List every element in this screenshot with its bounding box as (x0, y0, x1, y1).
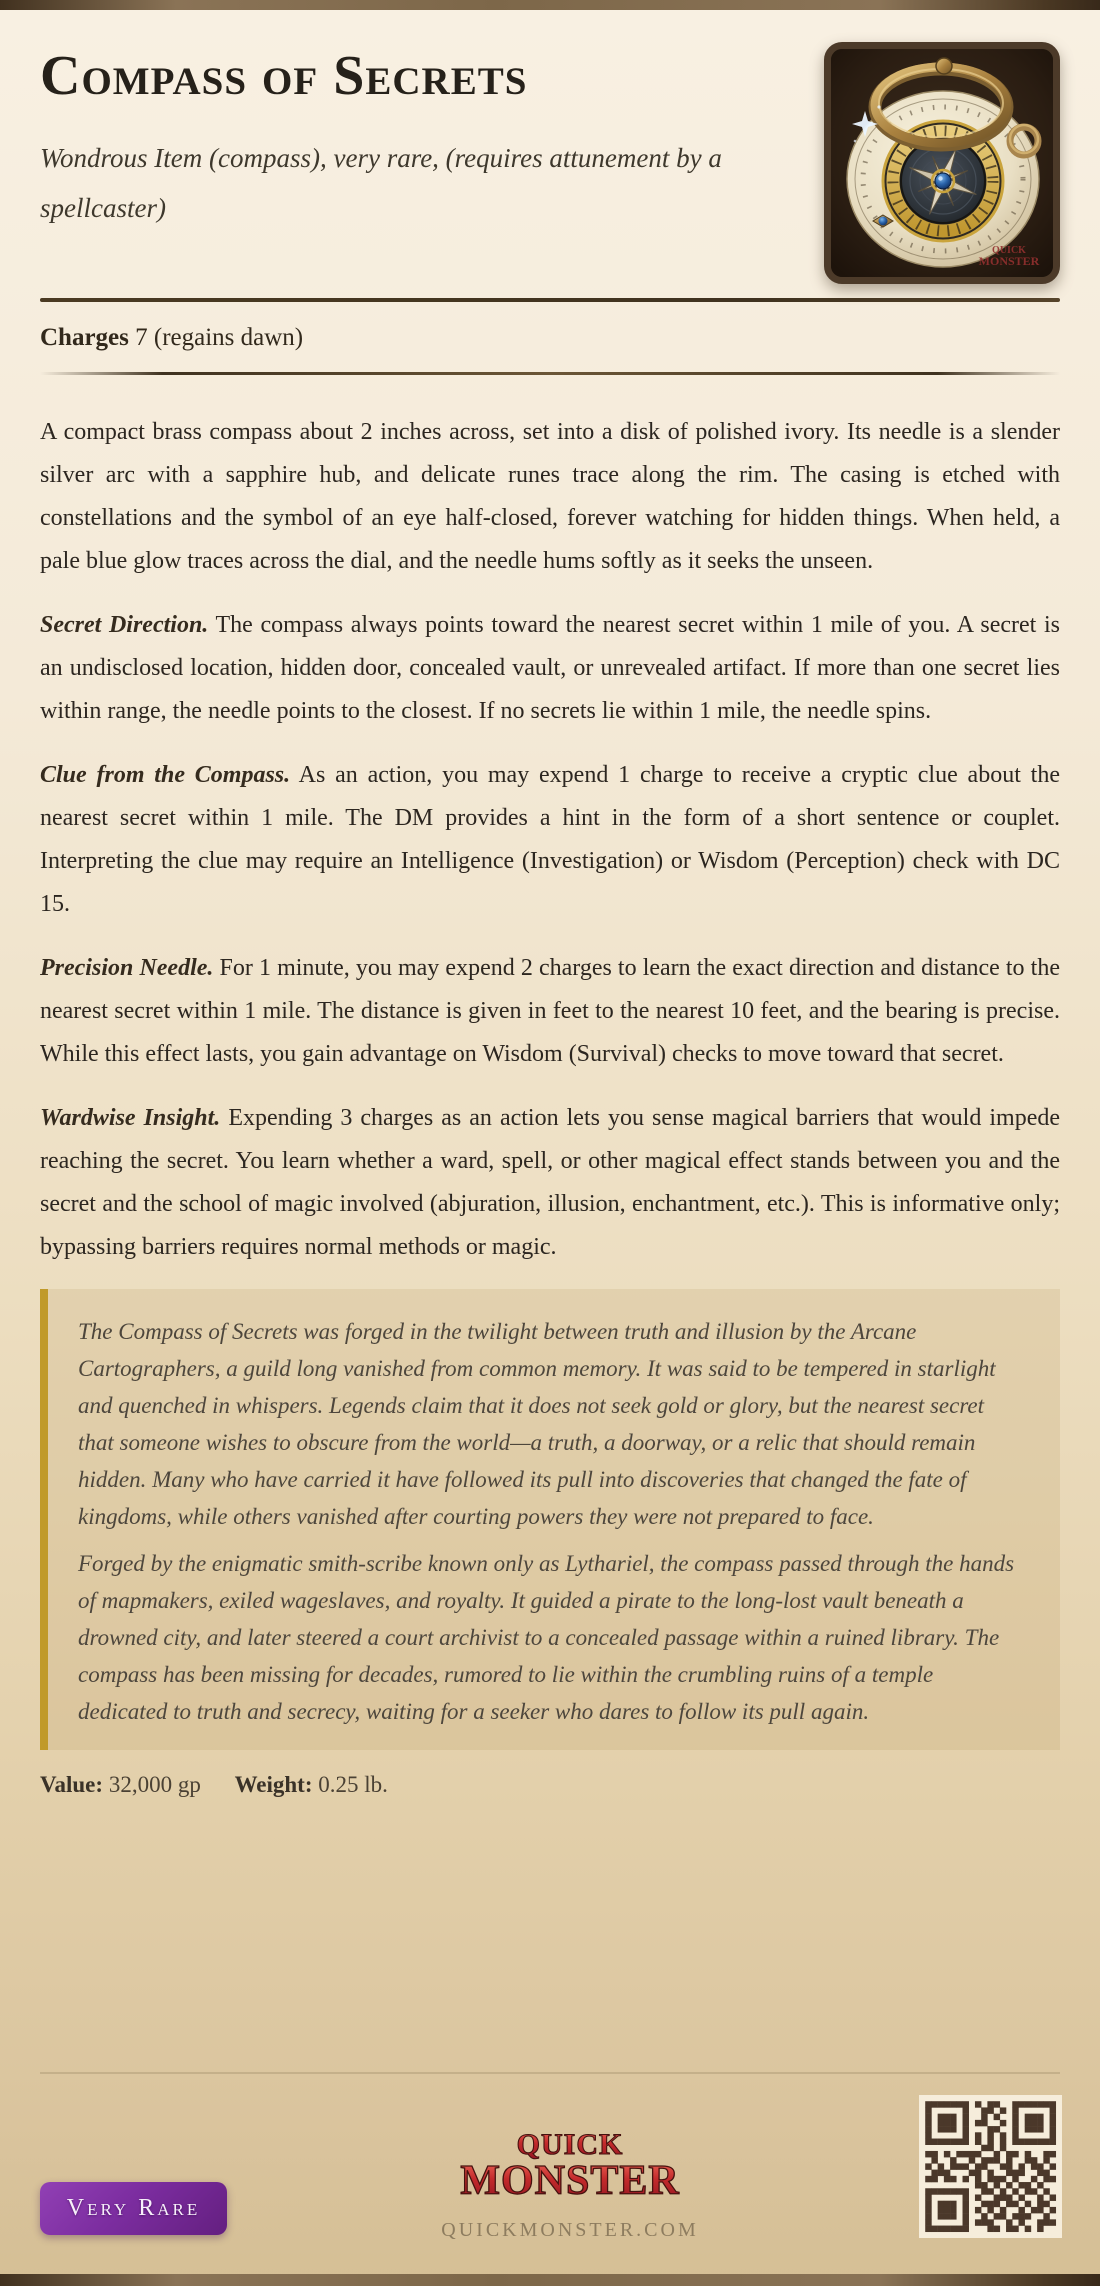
weight-stat (235, 1772, 388, 1797)
feature-text: Expending 3 charges as an action lets you sense magical barriers that would impede reaching the secret. You learn whether a ward, spell, or other magical effect stands between you and the secret and the school of magic involved (abjuration, illusion, enchantment, etc.). This is informative only; bypassing barriers requires normal methods or magic. (40, 1105, 1061, 1260)
logo-line1: QUICK (516, 2128, 624, 2161)
description-paragraph: A compact brass compass about 2 inches across, set into a disk of polished ivory. Its needle is a slender silver arc with a sapphire hub, and delicate runes trace along the rim. The casing is etched with constellations and the symbol of an eye half-closed, forever watching for hidden things. When held, a pale blue glow traces across the dial, and the needle hums softly as it seeks the unseen. (40, 419, 1060, 574)
image-watermark-line1: QUICK (992, 245, 1026, 256)
brand-block (420, 2126, 720, 2242)
compass-illustration-art (831, 49, 1053, 277)
feature-text: The compass always points toward the nearest secret within 1 mile of you. A secret is an undisclosed location, hidden door, concealed vault, or unrevealed artifact. If more than one secret lies within range, the needle points to the closest. If no secrets lie within 1 mile, the needle spins. (40, 612, 1061, 724)
feature-name: Clue from the Compass. (40, 762, 291, 788)
logo-line2: MONSTER (460, 2158, 680, 2204)
feature-name: Secret Direction. (40, 612, 209, 638)
top-decor-bar (0, 0, 1100, 10)
website-url: QUICKMONSTER.COM (441, 2219, 699, 2241)
value-amount: 32,000 gp (108, 1772, 201, 1797)
bottom-decor-bar (0, 2274, 1100, 2286)
lore-paragraph-2: Forged by the enigmatic smith-scribe known only as Lythariel, the compass passed through the hands of mapmakers, exiled wageslaves, and royalty. It guided a pirate to the long-lost vault beneath a drowned city, and later steered a court archivist to a concealed passage within a ruined library. The compass has been missing for decades, rumored to lie within the crumbling ruins of a temple dedicated to truth and secrecy, waiting for a seeker who dares to follow its pull again. (78, 1551, 1015, 1724)
feature-name: Wardwise Insight. (40, 1105, 221, 1131)
feature-paragraph (40, 1097, 1060, 1269)
item-type-subtitle: Wondrous Item (compass), very rare, (requires attunement by a spellcaster) (40, 142, 722, 223)
weight-label: Weight: (234, 1772, 313, 1797)
charges-line (40, 302, 1060, 372)
lore-box (40, 1289, 1060, 1750)
item-description-section (40, 375, 1060, 1269)
item-illustration (824, 42, 1060, 284)
feature-paragraph (40, 604, 1060, 733)
feature-paragraph (40, 947, 1060, 1076)
charges-value: 7 (regains dawn) (135, 324, 304, 351)
feature-text: For 1 minute, you may expend 2 charges to learn the exact direction and distance to the nearest secret within 1 mile. The distance is given in feet to the nearest 10 feet, and the bearing is precise. While this effect lasts, you gain advantage on Wisdom (Survival) checks to move toward that secret. (40, 955, 1060, 1067)
rarity-badge: Very Rare (40, 2182, 227, 2235)
charges-label: Charges (40, 324, 129, 351)
qr-code (919, 2095, 1062, 2238)
image-watermark-line2: MONSTER (978, 254, 1040, 268)
feature-paragraph (40, 754, 1060, 926)
feature-text: As an action, you may expend 1 charge to receive a cryptic clue about the nearest secret within 1 mile. The DM provides a hint in the form of a short sentence or couplet. Interpreting the clue may require an Intelligence (Investigation) or Wisdom (Perception) check with DC 15. (40, 762, 1060, 917)
card-header (40, 10, 1060, 298)
footer-divider (40, 2072, 1060, 2074)
value-label: Value: (40, 1772, 104, 1797)
lore-paragraph-1: The Compass of Secrets was forged in the twilight between truth and illusion by the Arcane Cartographers, a guild long vanished from common memory. It was said to be tempered in starlight and quenched in whispers. Legends claim that it does not seek gold or glory, but the nearest secret that someone wishes to obscure from the world—a truth, a doorway, or a relic that should remain hidden. Many who have carried it have followed its pull into discoveries that changed the fate of kingdoms, while others vanished after courting powers they were not prepared to face. (78, 1319, 996, 1529)
value-stat (40, 1772, 201, 1797)
stats-line (40, 1772, 1060, 1798)
feature-name: Precision Needle. (40, 955, 214, 981)
page-title: Compass of Secrets (40, 45, 528, 107)
quickmonster-logo (430, 2126, 710, 2208)
weight-amount: 0.25 lb. (318, 1772, 388, 1797)
